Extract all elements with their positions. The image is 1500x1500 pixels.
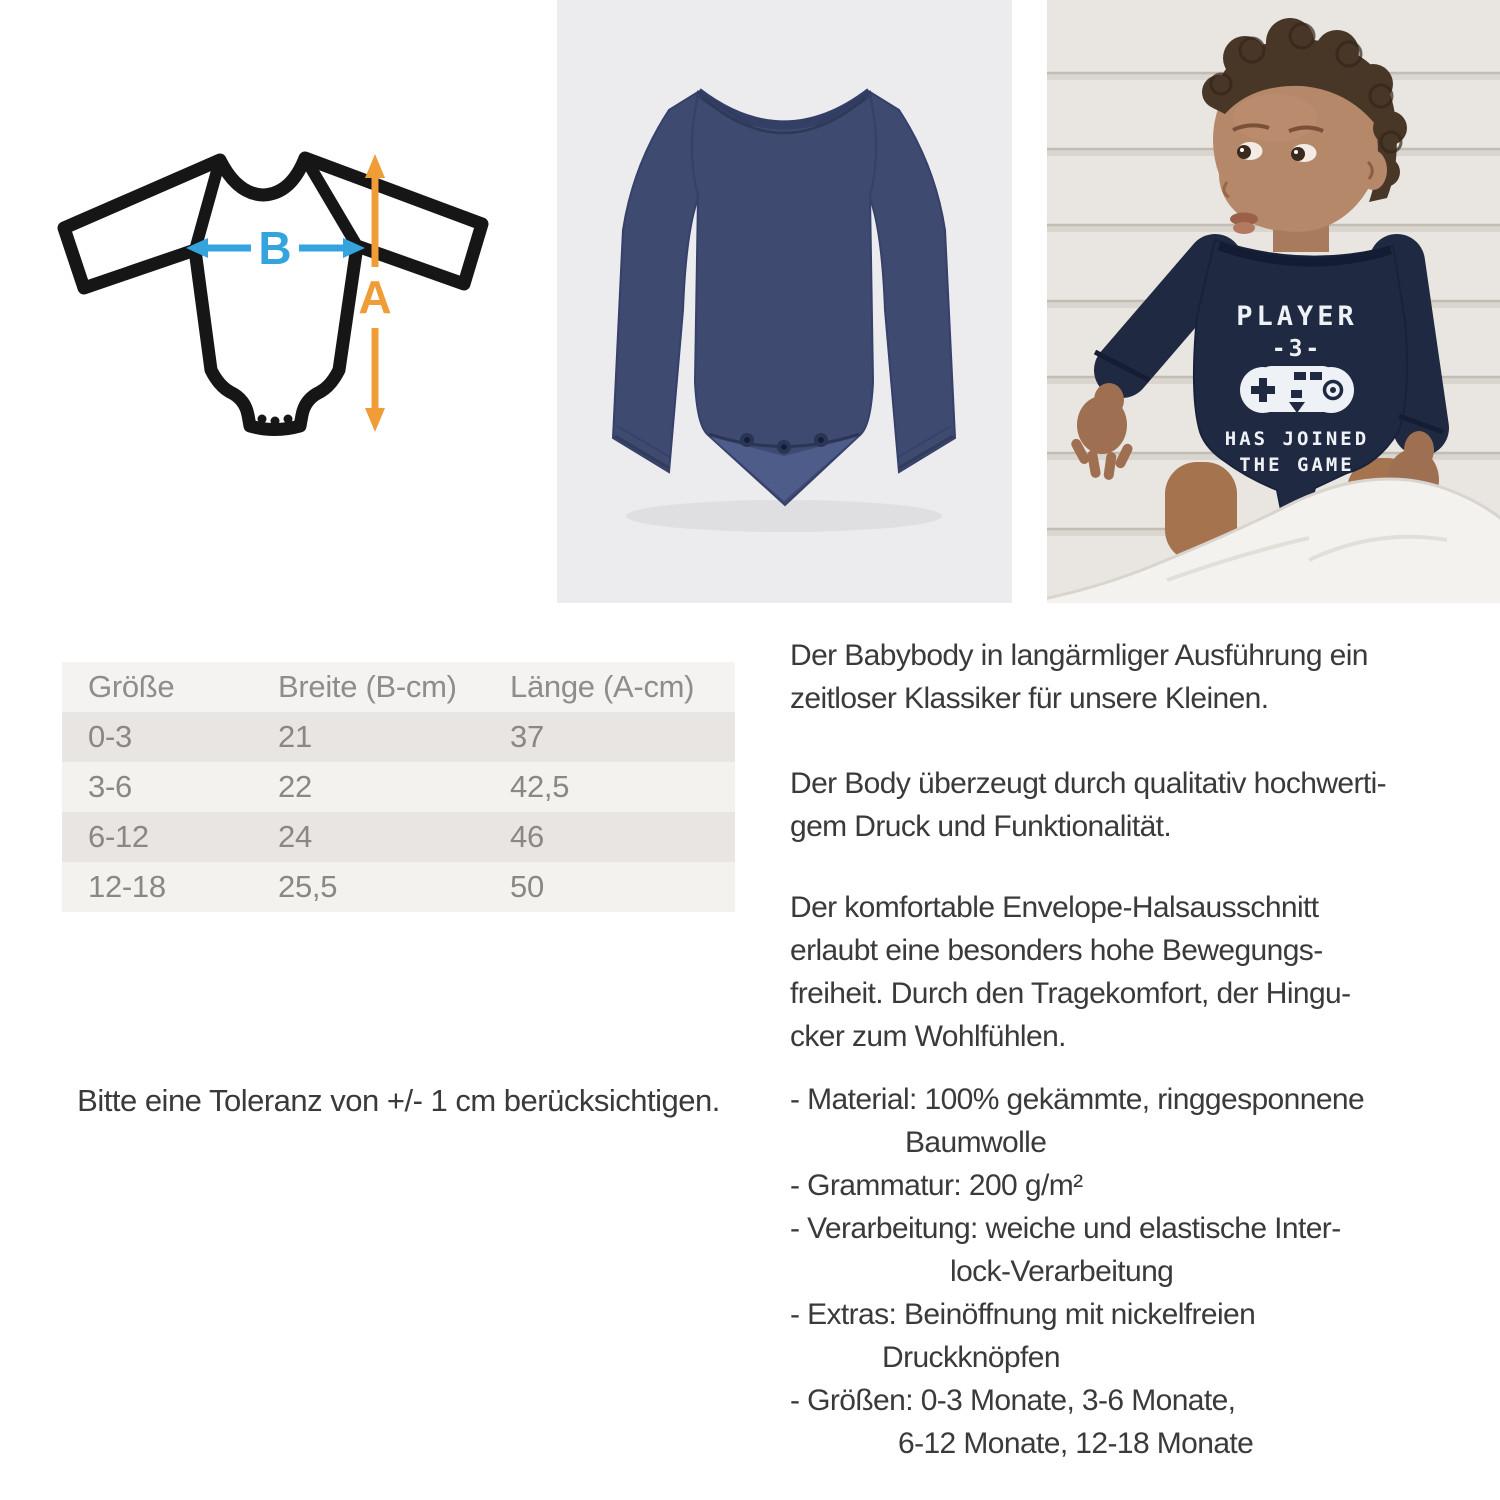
table-row [62, 712, 735, 762]
size-col-header: Größe [88, 669, 175, 704]
spec-line: - Verarbeitung: weiche und elastische Inter- [790, 1212, 1341, 1245]
size-cell: 12-18 [88, 869, 166, 904]
spec-line: Druckknöpfen [882, 1341, 1060, 1374]
spec-line: 6-12 Monate, 12-18 Monate [898, 1427, 1254, 1460]
length-cell: 50 [510, 869, 544, 904]
length-label: A [358, 271, 392, 323]
bodysuit-outline-icon [64, 158, 482, 430]
description-paragraph [790, 762, 1490, 848]
product-image [557, 0, 1012, 603]
tolerance-note: Bitte eine Toleranz von +/- 1 cm berücksichtigen. [77, 1083, 720, 1118]
length-cell: 42,5 [510, 769, 570, 804]
size-table [62, 662, 735, 912]
print-line2: -3- [1271, 336, 1323, 362]
width-cell: 24 [278, 819, 312, 854]
text-line: erlaubt eine besonders hohe Bewegungs- [790, 934, 1323, 967]
width-cell: 25,5 [278, 869, 338, 904]
print-line1: PLAYER [1236, 301, 1358, 332]
size-cell: 3-6 [88, 769, 132, 804]
description-paragraph [790, 634, 1490, 720]
model-photo [1047, 0, 1500, 603]
spec-line: - Grammatur: 200 g/m² [790, 1169, 1083, 1202]
text-line: Der Babybody in langärmliger Ausführung ein [790, 639, 1368, 672]
description-paragraph [790, 886, 1490, 1058]
product-description [790, 634, 1490, 1465]
spec-line: - Material: 100% gekämmte, ringgesponnene [790, 1083, 1365, 1116]
print-line3: HAS JOINED [1224, 428, 1370, 450]
size-table-header-row [62, 662, 735, 712]
size-diagram-panel [0, 0, 557, 603]
text-line: Der Body überzeugt durch qualitativ hochwerti- [790, 767, 1387, 800]
gamepad-icon [1240, 366, 1354, 413]
size-cell: 0-3 [88, 719, 132, 754]
text-line: freiheit. Durch den Tragekomfort, der Hingu- [790, 977, 1351, 1010]
model-photo-panel [1047, 0, 1500, 603]
spec-line: Baumwolle [905, 1126, 1047, 1159]
print-line4: THE GAME [1239, 454, 1355, 476]
spec-line: - Größen: 0-3 Monate, 3-6 Monate, [790, 1384, 1236, 1417]
text-line: Der komfortable Envelope-Halsausschnitt [790, 891, 1319, 924]
text-line: gem Druck und Funktionalität. [790, 810, 1172, 843]
spec-list [790, 1078, 1490, 1465]
size-diagram [48, 132, 503, 467]
spec-line: lock-Verarbeitung [950, 1255, 1174, 1288]
spec-line: - Extras: Beinöffnung mit nickelfreien [790, 1298, 1256, 1331]
width-cell: 22 [278, 769, 312, 804]
width-col-header: Breite (B-cm) [278, 669, 457, 704]
text-line: cker zum Wohlfühlen. [790, 1020, 1066, 1053]
table-row [62, 762, 735, 812]
length-cell: 37 [510, 719, 544, 754]
length-col-header: Länge (A-cm) [510, 669, 695, 704]
chest-print [1225, 301, 1369, 476]
table-row [62, 812, 735, 862]
width-cell: 21 [278, 719, 312, 754]
product-image-panel [557, 0, 1012, 603]
length-cell: 46 [510, 819, 544, 854]
width-label: B [258, 222, 292, 274]
text-line: zeitloser Klassiker für unsere Kleinen. [790, 682, 1269, 715]
table-row [62, 862, 735, 912]
size-cell: 6-12 [88, 819, 149, 854]
